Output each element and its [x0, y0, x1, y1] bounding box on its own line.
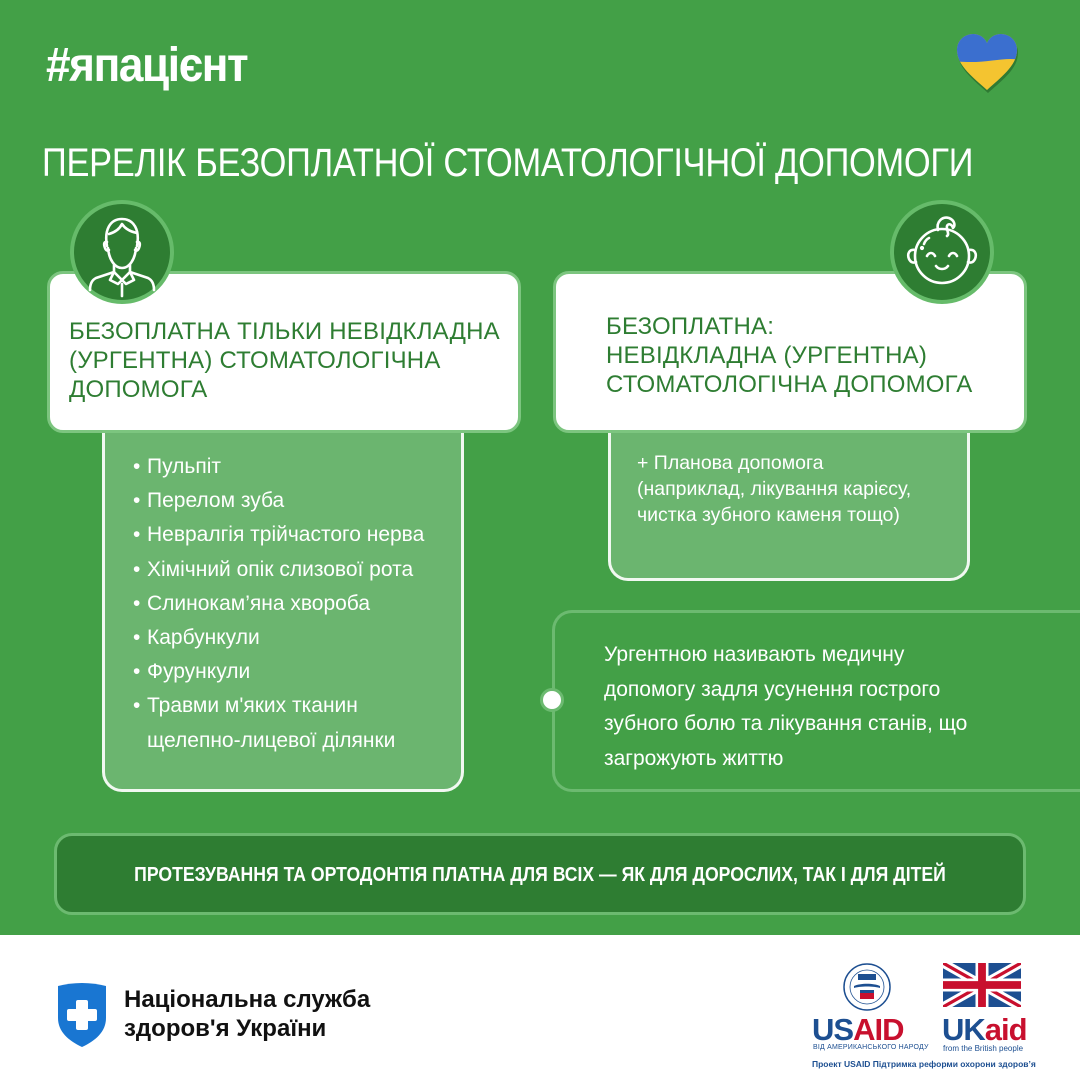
children-heading: БЕЗОПЛАТНА: НЕВІДКЛАДНА (УРГЕНТНА) СТОМАТОЛОГІЧНА ДОПОМОГА	[606, 313, 973, 398]
list-item: • Невралгія трійчастого нерва	[133, 523, 425, 547]
planned-care-text: + Планова допомога (наприклад, лікування карієсу, чистка зубного каменя тощо)	[637, 452, 912, 526]
adults-heading: БЕЗОПЛАТНА ТІЛЬКИ НЕВІДКЛАДНА (УРГЕНТНА) СТОМАТОЛОГІЧНА ДОПОМОГА	[69, 318, 500, 403]
ukaid-logo: UKaid	[942, 1012, 1027, 1047]
paid-services-banner	[54, 833, 1026, 915]
adult-person-icon	[74, 204, 170, 300]
list-item: • Пульпіт	[133, 455, 221, 478]
child-face-icon	[894, 204, 990, 300]
child-avatar	[890, 200, 994, 304]
nszu-logo-text: Національна служба здоров'я України	[124, 986, 371, 1042]
list-item: • Слинокам’яна хвороба	[133, 591, 371, 615]
ukaid-subtitle: from the British people	[943, 1044, 1024, 1053]
uk-flag-icon	[943, 963, 1021, 1007]
list-item-continuation: щелепно-лицевої ділянки	[147, 728, 396, 752]
project-caption: Проект USAID Підтримка реформи охорони здоров’я	[812, 1059, 1036, 1069]
adult-avatar	[70, 200, 174, 304]
list-item: • Хімічний опік слизової рота	[133, 557, 414, 581]
usaid-subtitle: ВІД АМЕРИКАНСЬКОГО НАРОДУ	[813, 1044, 929, 1051]
usaid-seal-icon	[842, 962, 892, 1012]
connector-dot	[540, 688, 564, 712]
list-item: • Фурункули	[133, 660, 251, 684]
list-item: • Травми м'яких тканин	[133, 694, 358, 718]
usaid-logo: USAID	[812, 1012, 904, 1047]
adults-conditions-list	[133, 450, 424, 758]
list-item: • Перелом зуба	[133, 489, 285, 513]
ukraine-heart-icon	[954, 32, 1020, 94]
paid-services-text: ПРОТЕЗУВАННЯ ТА ОРТОДОНТІЯ ПЛАТНА ДЛЯ ВСІХ — ЯК ДЛЯ ДОРОСЛИХ, ТАК І ДЛЯ ДІТЕЙ	[134, 863, 946, 886]
urgent-definition-text: Ургентною називають медичну допомогу задля усунення гострого зубного болю та лікування станів, що загрожують життю	[604, 643, 968, 770]
children-plan-panel	[608, 430, 970, 581]
list-item: • Карбункули	[133, 626, 260, 650]
page-title: ПЕРЕЛІК БЕЗОПЛАТНОЇ СТОМАТОЛОГІЧНОЇ ДОПОМОГИ	[42, 141, 974, 185]
nszu-shield-cross-icon	[55, 982, 109, 1048]
adults-conditions-panel	[102, 430, 464, 792]
hashtag: #япацієнт	[46, 39, 248, 92]
